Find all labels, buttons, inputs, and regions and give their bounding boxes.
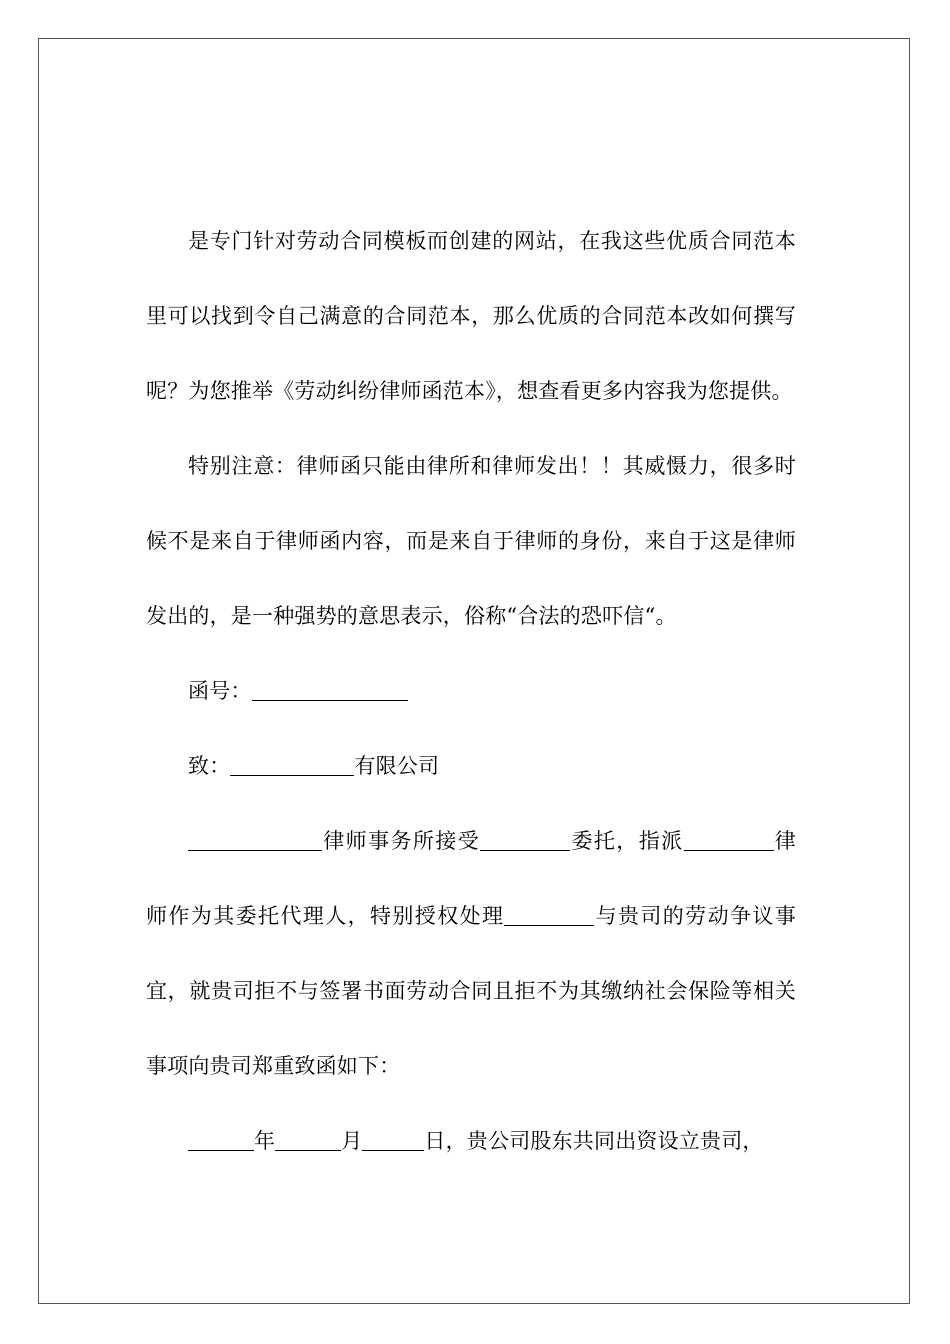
employee-blank bbox=[504, 904, 594, 926]
day-blank bbox=[362, 1129, 424, 1151]
letter-number-line bbox=[146, 654, 796, 729]
letter-number-label: 函号： bbox=[188, 679, 252, 703]
delegation-text-2: 委托，指派 bbox=[570, 829, 684, 853]
document-body bbox=[146, 204, 796, 1179]
law-firm-blank bbox=[188, 829, 322, 851]
lawyer-blank bbox=[684, 829, 774, 851]
intro-paragraph: 是专门针对劳动合同模板而创建的网站，在我这些优质合同范本里可以找到令自己满意的合同范本，那么优质的合同范本改如何撰写呢？为您推举《劳动纠纷律师函范本》，想查看更多内容我为您提供。 bbox=[146, 229, 796, 403]
recipient-company-blank bbox=[230, 754, 354, 776]
delegation-text-3: 律师作为其委托代理人，特别授权处理 bbox=[146, 829, 797, 928]
notice-paragraph: 特别注意：律师函只能由律所和律师发出！！其威慑力，很多时候不是来自于律师函内容，而是来自于律师的身份，来自于这是律师发出的，是一种强势的意思表示，俗称“合法的恐吓信“。 bbox=[146, 454, 796, 628]
delegation-text-4: 与贵司的劳动争议事宜，就贵司拒不与签署书面劳动合同且拒不为其缴纳社会保险等相关事项向贵司郑重致函如下： bbox=[146, 904, 796, 1078]
recipient-prefix: 致： bbox=[188, 754, 231, 778]
day-text: 日，贵公司股东共同出资设立贵司， bbox=[424, 1129, 764, 1153]
letter-number-blank bbox=[252, 679, 408, 701]
recipient-line bbox=[146, 729, 796, 804]
year-blank bbox=[188, 1129, 254, 1151]
date-paragraph bbox=[146, 1104, 796, 1179]
month-blank bbox=[275, 1129, 341, 1151]
recipient-suffix: 有限公司 bbox=[354, 754, 440, 778]
year-label: 年 bbox=[254, 1129, 276, 1153]
client-blank bbox=[480, 829, 570, 851]
delegation-text-1: 律师事务所接受 bbox=[322, 829, 481, 853]
month-label: 月 bbox=[341, 1129, 363, 1153]
delegation-paragraph bbox=[146, 804, 796, 1104]
